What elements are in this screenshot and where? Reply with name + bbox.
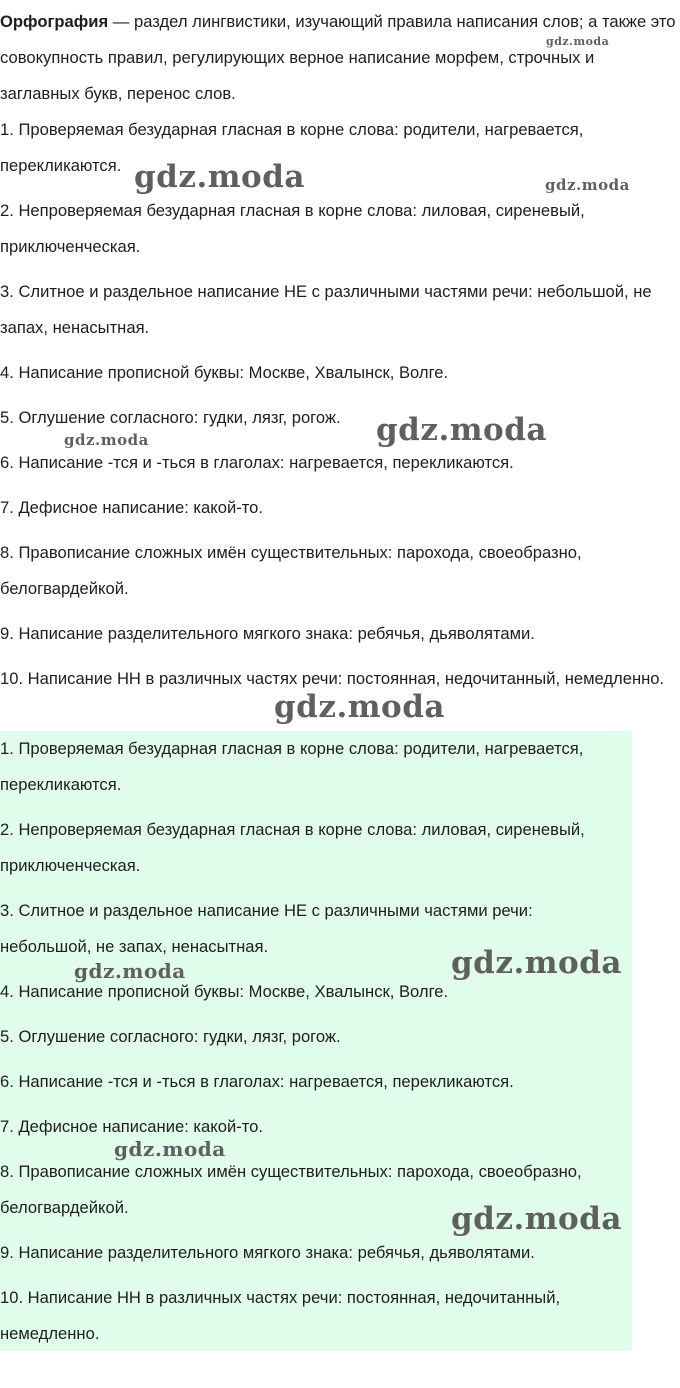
- intro-term: Орфография: [0, 12, 109, 31]
- list-item: 9. Написание разделительного мягкого знака: ребячья, дьяволятами.: [0, 624, 535, 643]
- watermark: gdz.moda: [74, 959, 186, 983]
- list-item: 7. Дефисное написание: какой-то.: [0, 498, 263, 517]
- answer-item: 9. Написание разделительного мягкого знака: ребячья, дьяволятами.: [0, 1243, 535, 1262]
- watermark: gdz.moda: [64, 431, 149, 449]
- watermark: gdz.moda: [274, 689, 445, 725]
- watermark: gdz.moda: [451, 945, 622, 981]
- list-item: 1. Проверяемая безударная гласная в корне слова: родители, нагревается, перекликаются.: [0, 120, 584, 175]
- answer-item: 1. Проверяемая безударная гласная в корне слова: родители, нагревается, перекликаются.: [0, 739, 584, 794]
- answer-item: 3. Слитное и раздельное написание НЕ с различными частями речи: небольшой, не запах, ненасытная.: [0, 901, 533, 956]
- watermark: gdz.moda: [545, 176, 630, 194]
- list-item: 3. Слитное и раздельное написание НЕ с различными частями речи: небольшой, не запах, ненасытная.: [0, 282, 652, 337]
- answer-item: 2. Непроверяемая безударная гласная в корне слова: лиловая, сиреневый, приключенческая.: [0, 820, 585, 875]
- list-item: 10. Написание НН в различных частях речи: постоянная, недочитанный, немедленно.: [0, 669, 665, 688]
- watermark: gdz.moda: [376, 412, 547, 448]
- answer-item: 4. Написание прописной буквы: Москве, Хвалынск, Волге.: [0, 982, 449, 1001]
- list-item: 5. Оглушение согласного: гудки, лязг, рогож.: [0, 408, 341, 427]
- watermark: gdz.moda: [114, 1137, 226, 1161]
- watermark: gdz.moda: [546, 35, 610, 48]
- answer-item: 5. Оглушение согласного: гудки, лязг, рогож.: [0, 1027, 341, 1046]
- watermark: gdz.moda: [134, 159, 305, 195]
- spelling-rules-list: [0, 112, 676, 706]
- answer-item: 7. Дефисное написание: какой-то.: [0, 1117, 263, 1136]
- watermark: gdz.moda: [451, 1201, 622, 1237]
- intro-definition: — раздел лингвистики, изучающий правила написания слов; а также это совокупность правил, регулирующих верное написание морфем, строчных и заглавных букв, перенос слов.: [0, 12, 676, 103]
- list-item: 4. Написание прописной буквы: Москве, Хвалынск, Волге.: [0, 363, 449, 382]
- list-item: 8. Правописание сложных имён существительных: парохода, своеобразно, белогвардейкой.: [0, 543, 582, 598]
- answer-item: 6. Написание -тся и -ться в глаголах: нагревается, перекликаются.: [0, 1072, 514, 1091]
- answer-item: 8. Правописание сложных имён существительных: парохода, своеобразно, белогвардейкой.: [0, 1162, 582, 1217]
- list-item: 6. Написание -тся и -ться в глаголах: нагревается, перекликаются.: [0, 453, 514, 472]
- answer-list: [0, 731, 628, 1361]
- list-item: 2. Непроверяемая безударная гласная в корне слова: лиловая, сиреневый, приключенческая.: [0, 201, 585, 256]
- answer-item: 10. Написание НН в различных частях речи: постоянная, недочитанный, немедленно.: [0, 1288, 561, 1343]
- intro-paragraph: [0, 4, 676, 112]
